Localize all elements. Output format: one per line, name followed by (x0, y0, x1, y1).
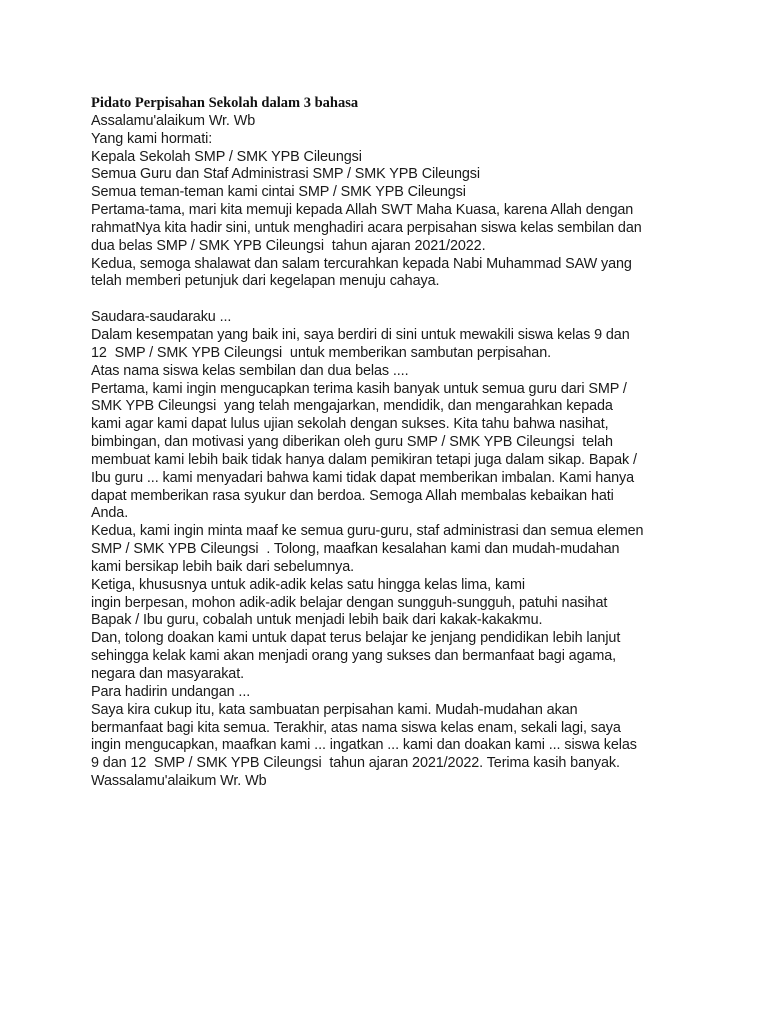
text-line: Ketiga, khususnya untuk adik-adik kelas satu hingga kelas lima, kami (91, 576, 525, 593)
document-title: Pidato Perpisahan Sekolah dalam 3 bahasa (91, 95, 359, 111)
text-line: membuat kami lebih baik tidak hanya dalam pemikiran tetapi juga dalam sikap. Bapak / (91, 451, 637, 468)
text-line: Yang kami hormati: (91, 130, 213, 147)
text-line: telah memberi petunjuk dari kegelapan menuju cahaya. (91, 273, 440, 290)
text-line: rahmatNya kita hadir sini, untuk menghadiri acara perpisahan siswa kelas sembilan dan (91, 219, 642, 236)
text-line: 12 SMP / SMK YPB Cileungsi untuk memberikan sambutan perpisahan. (91, 344, 552, 361)
document-page (91, 95, 731, 791)
text-line: Para hadirin undangan ... (91, 683, 251, 700)
text-line: dapat memberikan rasa syukur dan berdoa. Semoga Allah membalas kebaikan hati (91, 487, 614, 504)
text-line: kami agar kami dapat lulus ujian sekolah dengan sukses. Kita tahu bahwa nasihat, (91, 416, 609, 433)
document-body (91, 113, 731, 791)
text-line: Ibu guru ... kami menyadari bahwa kami tidak dapat memberikan imbalan. Kami hanya (91, 469, 635, 486)
text-line: Saudara-saudaraku ... (91, 309, 232, 326)
text-line: Kepala Sekolah SMP / SMK YPB Cileungsi (91, 148, 362, 165)
text-line: sehingga kelak kami akan menjadi orang yang sukses dan bermanfaat bagi agama, (91, 648, 617, 665)
text-line: negara dan masyarakat. (91, 666, 244, 682)
text-line: ingin mengucapkan, maafkan kami ... ingatkan ... kami dan doakan kami ... siswa kelas (91, 737, 637, 754)
text-line: Assalamu'alaikum Wr. Wb (91, 112, 256, 129)
text-line: Pertama, kami ingin mengucapkan terima kasih banyak untuk semua guru dari SMP / (91, 380, 627, 397)
text-line: Semua teman-teman kami cintai SMP / SMK YPB Cileungsi (91, 184, 466, 201)
text-line: SMP / SMK YPB Cileungsi . Tolong, maafkan kesalahan kami dan mudah-mudahan (91, 541, 620, 558)
text-line: Pertama-tama, mari kita memuji kepada Allah SWT Maha Kuasa, karena Allah dengan (91, 202, 634, 219)
text-line: Semua Guru dan Staf Administrasi SMP / SMK YPB Cileungsi (91, 166, 480, 183)
text-line: Wassalamu'alaikum Wr. Wb (91, 773, 267, 790)
text-line: SMK YPB Cileungsi yang telah mengajarkan, mendidik, dan mengarahkan kepada (91, 398, 613, 415)
text-line: Saya kira cukup itu, kata sambuatan perpisahan kami. Mudah-mudahan akan (91, 701, 578, 718)
text-line: bimbingan, dan motivasi yang diberikan oleh guru SMP / SMK YPB Cileungsi telah (91, 434, 613, 451)
text-line: 9 dan 12 SMP / SMK YPB Cileungsi tahun ajaran 2021/2022. Terima kasih banyak. (91, 755, 620, 772)
text-line: Dalam kesempatan yang baik ini, saya berdiri di sini untuk mewakili siswa kelas 9 dan (91, 326, 630, 343)
text-line (91, 291, 731, 309)
text-line: kami bersikap lebih baik dari sebelumnya. (91, 558, 355, 575)
text-line: Dan, tolong doakan kami untuk dapat terus belajar ke jenjang pendidikan lebih lanjut (91, 630, 621, 647)
text-line: Atas nama siswa kelas sembilan dan dua belas .... (91, 362, 409, 379)
text-line: dua belas SMP / SMK YPB Cileungsi tahun ajaran 2021/2022. (91, 237, 486, 254)
text-line: bermanfaat bagi kita semua. Terakhir, atas nama siswa kelas enam, sekali lagi, saya (91, 719, 621, 736)
text-line: Bapak / Ibu guru, cobalah untuk menjadi lebih baik dari kakak-kakakmu. (91, 612, 543, 629)
text-line: Kedua, kami ingin minta maaf ke semua guru-guru, staf administrasi dan semua elemen (91, 523, 644, 540)
text-line: Kedua, semoga shalawat dan salam tercurahkan kepada Nabi Muhammad SAW yang (91, 255, 632, 272)
text-line: Anda. (91, 505, 129, 522)
text-line: ingin berpesan, mohon adik-adik belajar dengan sungguh-sungguh, patuhi nasihat (91, 594, 608, 611)
